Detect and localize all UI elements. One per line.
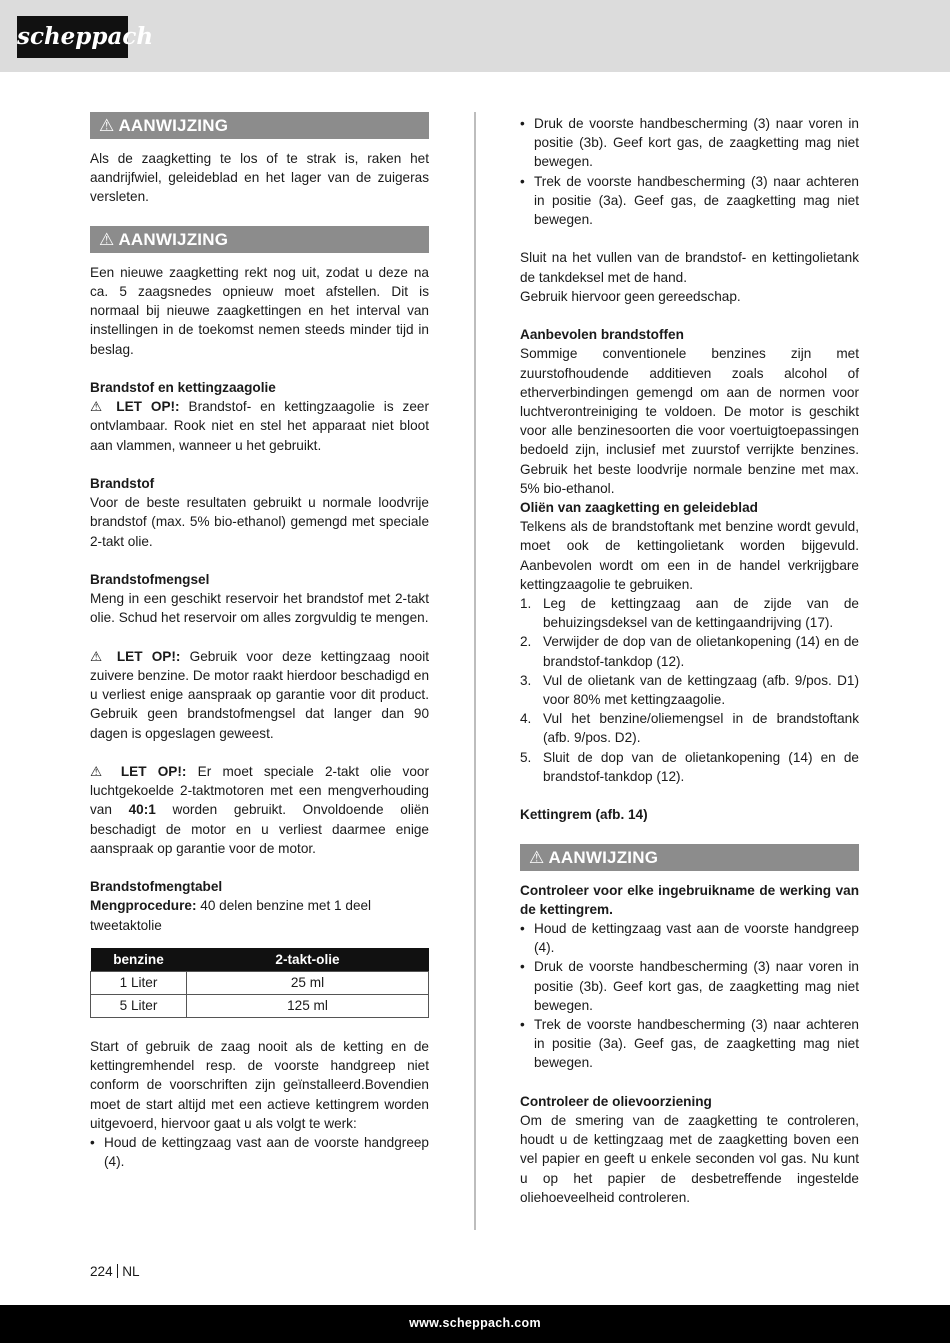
warning-label: LET OP!:	[116, 399, 180, 415]
notice-title: AANWIJZING	[118, 116, 229, 135]
procedure-paragraph	[90, 896, 429, 934]
warning-triangle-icon: ⚠	[90, 399, 108, 415]
list-item	[520, 748, 859, 786]
mix-ratio: 40:1	[128, 802, 156, 818]
list-item	[520, 594, 859, 632]
bullet-list	[90, 1133, 429, 1171]
table-row	[91, 994, 429, 1017]
page-number-value: 224	[90, 1264, 113, 1279]
list-item	[90, 1133, 429, 1171]
list-number: 2.	[520, 634, 532, 650]
list-item-text: Trek de voorste handbescherming (3) naar achteren in positie (3a). Geef gas, de zaagketting mag niet bewegen.	[534, 173, 859, 228]
list-number: 5.	[520, 749, 532, 765]
warning-text: Er moet speciale 2-takt olie voor luchtgekoelde 2-taktmotoren met een mengverhouding van	[90, 764, 430, 818]
paragraph: Gebruik hiervoor geen gereedschap.	[520, 288, 741, 304]
list-number: 1.	[520, 596, 532, 612]
notice-text: Als de zaagketting te los of te strak is, raken het aandrijfwiel, geleideblad en het lager van de zuigeras versleten.	[90, 151, 429, 205]
list-item-text: Houd de kettingzaag vast aan de voorste handgreep (4).	[104, 1135, 429, 1170]
warning-label: LET OP!:	[120, 764, 187, 779]
column-divider	[474, 112, 476, 1230]
table-row	[91, 971, 429, 994]
bullet-icon: •	[520, 116, 525, 131]
bullet-icon: •	[520, 921, 525, 937]
list-item	[520, 632, 859, 670]
list-number: 3.	[520, 672, 532, 688]
list-item	[520, 671, 859, 709]
paragraph: Sluit na het vullen van de brandstof- en kettingolietank de tankdeksel met de hand.	[520, 250, 859, 285]
right-column	[520, 114, 859, 1207]
list-item	[520, 114, 859, 172]
warning-paragraph	[90, 762, 429, 858]
section-heading: Brandstof	[90, 476, 155, 491]
list-number: 4.	[520, 711, 532, 727]
list-item-text: Vul de olietank van de kettingzaag (afb. 9/pos. D1) voor 80% met kettingzaagolie.	[543, 672, 859, 708]
warning-text: Gebruik voor deze kettingzaag nooit zuivere benzine. De motor raakt hierdoor beschadigd en u verliest enige aanspraak op garantie voor dit product. Gebruik geen brandstofmengsel dat langer dan 90 dagen is opgeslagen geweest.	[90, 648, 429, 741]
bullet-icon: •	[520, 1017, 525, 1033]
page-number	[90, 1264, 140, 1279]
warning-paragraph	[90, 647, 429, 743]
bullet-list	[520, 919, 859, 1073]
header-band	[0, 0, 950, 72]
paragraph: Start of gebruik de zaag nooit als de ketting en de kettingremhendel resp. de voorste handgreep niet conform de voorschriften zijn geïnstalleerd.Bovendien moet de start altijd met een actieve kettingrem worden uitgevoerd, hiervoor gaat u als volgt te werk:	[90, 1039, 429, 1131]
notice-bold-text: Controleer voor elke ingebruikname de werking van de kettingrem.	[520, 882, 859, 917]
notice-box	[520, 844, 859, 871]
paragraph: Telkens als de brandstoftank met benzine wordt gevuld, moet ook de kettingolietank worden bijgevuld. Aanbevolen wordt om een in de handel verkrijgbare kettingzaagolie te gebruiken.	[520, 519, 859, 592]
list-item-text: Leg de kettingzaag aan de zijde van de behuizingsdeksel van de kettingaandrijving (17).	[543, 596, 859, 631]
list-item-text: Trek de voorste handbescherming (3) naar achteren in positie (3a). Geef gas, de zaagketting mag niet bewegen.	[534, 1017, 859, 1071]
section-heading: Oliën van zaagketting en geleideblad	[520, 500, 758, 516]
list-item	[520, 957, 859, 1015]
website-link[interactable]: www.scheppach.com	[409, 1316, 541, 1330]
section-heading: Aanbevolen brandstoffen	[520, 327, 684, 343]
bullet-icon: •	[90, 1135, 95, 1151]
procedure-label: Mengprocedure:	[90, 898, 197, 914]
table-header-cell: benzine	[91, 948, 187, 972]
brand-logo: scheppach	[17, 16, 128, 58]
bullet-icon: •	[520, 173, 525, 189]
paragraph: Meng in een geschikt reservoir het brandstof met 2-takt olie. Schud het reservoir om alles zorgvuldig te mengen.	[90, 591, 429, 626]
section-heading: Brandstofmengsel	[90, 572, 210, 587]
list-item	[520, 1015, 859, 1073]
paragraph: Om de smering van de zaagketting te controleren, houdt u de kettingzaag met de zaagketting boven een vel papier en geeft u enkele seconden vol gas. Nu kunt u op het papier de desbetreffende ingestelde oliehoeveelheid controleren.	[520, 1113, 859, 1205]
section-heading: Kettingrem (afb. 14)	[520, 807, 648, 823]
warning-label: LET OP!:	[116, 648, 181, 664]
table-cell: 1 Liter	[91, 971, 187, 994]
table-header-row	[91, 948, 429, 972]
numbered-list	[520, 594, 859, 786]
table-cell: 125 ml	[187, 994, 429, 1017]
list-item	[520, 709, 859, 747]
list-item-text: Vul het benzine/oliemengsel in de brandstoftank (afb. 9/pos. D2).	[543, 711, 859, 746]
mix-table	[90, 948, 429, 1018]
section-heading: Brandstofmengtabel	[90, 879, 223, 895]
warning-triangle-icon: ⚠	[90, 764, 110, 779]
notice-text: Een nieuwe zaagketting rekt nog uit, zodat u deze na ca. 5 zaagsnedes opnieuw moet afstellen. Dit is normaal bij nieuwe zaagkettingen en het interval van instellingen in de toekomst nemen steeds minder tijd in beslag.	[90, 264, 429, 357]
language-code: NL	[122, 1264, 140, 1279]
procedure-text: 40 delen benzine met 1 deel tweetaktolie	[90, 898, 372, 933]
separator	[117, 1264, 119, 1278]
table-cell: 25 ml	[187, 971, 429, 994]
list-item	[520, 172, 859, 230]
list-item-text: Druk de voorste handbescherming (3) naar voren in positie (3b). Geef kort gas, de zaagketting mag niet bewegen.	[534, 959, 859, 1013]
warning-text: worden gebruikt. Onvoldoende oliën beschadigt de motor en u verliest daarmee enige aanspraak op garantie voor de motor.	[90, 802, 429, 856]
table-header-cell: 2-takt-olie	[187, 948, 429, 972]
notice-box	[90, 226, 429, 253]
list-item-text: Sluit de dop van de olietankopening (14) en de brandstof-tankdop (12).	[543, 749, 859, 784]
warning-text: Brandstof- en kettingzaagolie is zeer ontvlambaar. Rook niet en stel het apparaat niet bloot aan vlammen, wanneer u het gebruikt.	[90, 399, 429, 453]
warning-triangle-icon: ⚠	[99, 116, 115, 135]
notice-title: AANWIJZING	[118, 229, 229, 249]
warning-triangle-icon: ⚠	[99, 229, 115, 249]
list-item-text: Verwijder de dop van de olietankopening (14) en de brandstof-tankdop (12).	[543, 634, 859, 669]
notice-title: AANWIJZING	[548, 847, 659, 867]
list-item-text: Houd de kettingzaag vast aan de voorste handgreep (4).	[534, 921, 859, 956]
footer-band	[0, 1305, 950, 1343]
table-cell: 5 Liter	[91, 994, 187, 1017]
paragraph: Sommige conventionele benzines zijn met zuurstofhoudende additieven zoals alcohol of etherverbindingen gemengd om aan de normen voor luchtverontreiniging te voldoen. De motor is geschikt voor alle benzinesoorten die voor voertuigtoepassingen bedoeld zijn, inclusief met zuurstof verrijkte benzines. Gebruik het beste loodvrije normale benzine met max. 5% bio-ethanol.	[520, 346, 859, 496]
section-heading: Controleer de olievoorziening	[520, 1093, 712, 1109]
bullet-list	[520, 114, 859, 229]
bullet-icon: •	[520, 959, 525, 975]
warning-triangle-icon: ⚠	[90, 648, 108, 664]
warning-paragraph	[90, 397, 429, 455]
warning-triangle-icon: ⚠	[529, 847, 545, 867]
section-heading: Brandstof en kettingzaagolie	[90, 380, 276, 395]
left-column	[90, 112, 429, 1171]
list-item-text: Druk de voorste handbescherming (3) naar voren in positie (3b). Geef kort gas, de zaagketting mag niet bewegen.	[534, 116, 859, 170]
list-item	[520, 919, 859, 957]
notice-box	[90, 112, 429, 139]
paragraph: Voor de beste resultaten gebruikt u normale loodvrije brandstof (max. 5% bio-ethanol) gemengd met speciale 2-takt olie.	[90, 495, 429, 549]
